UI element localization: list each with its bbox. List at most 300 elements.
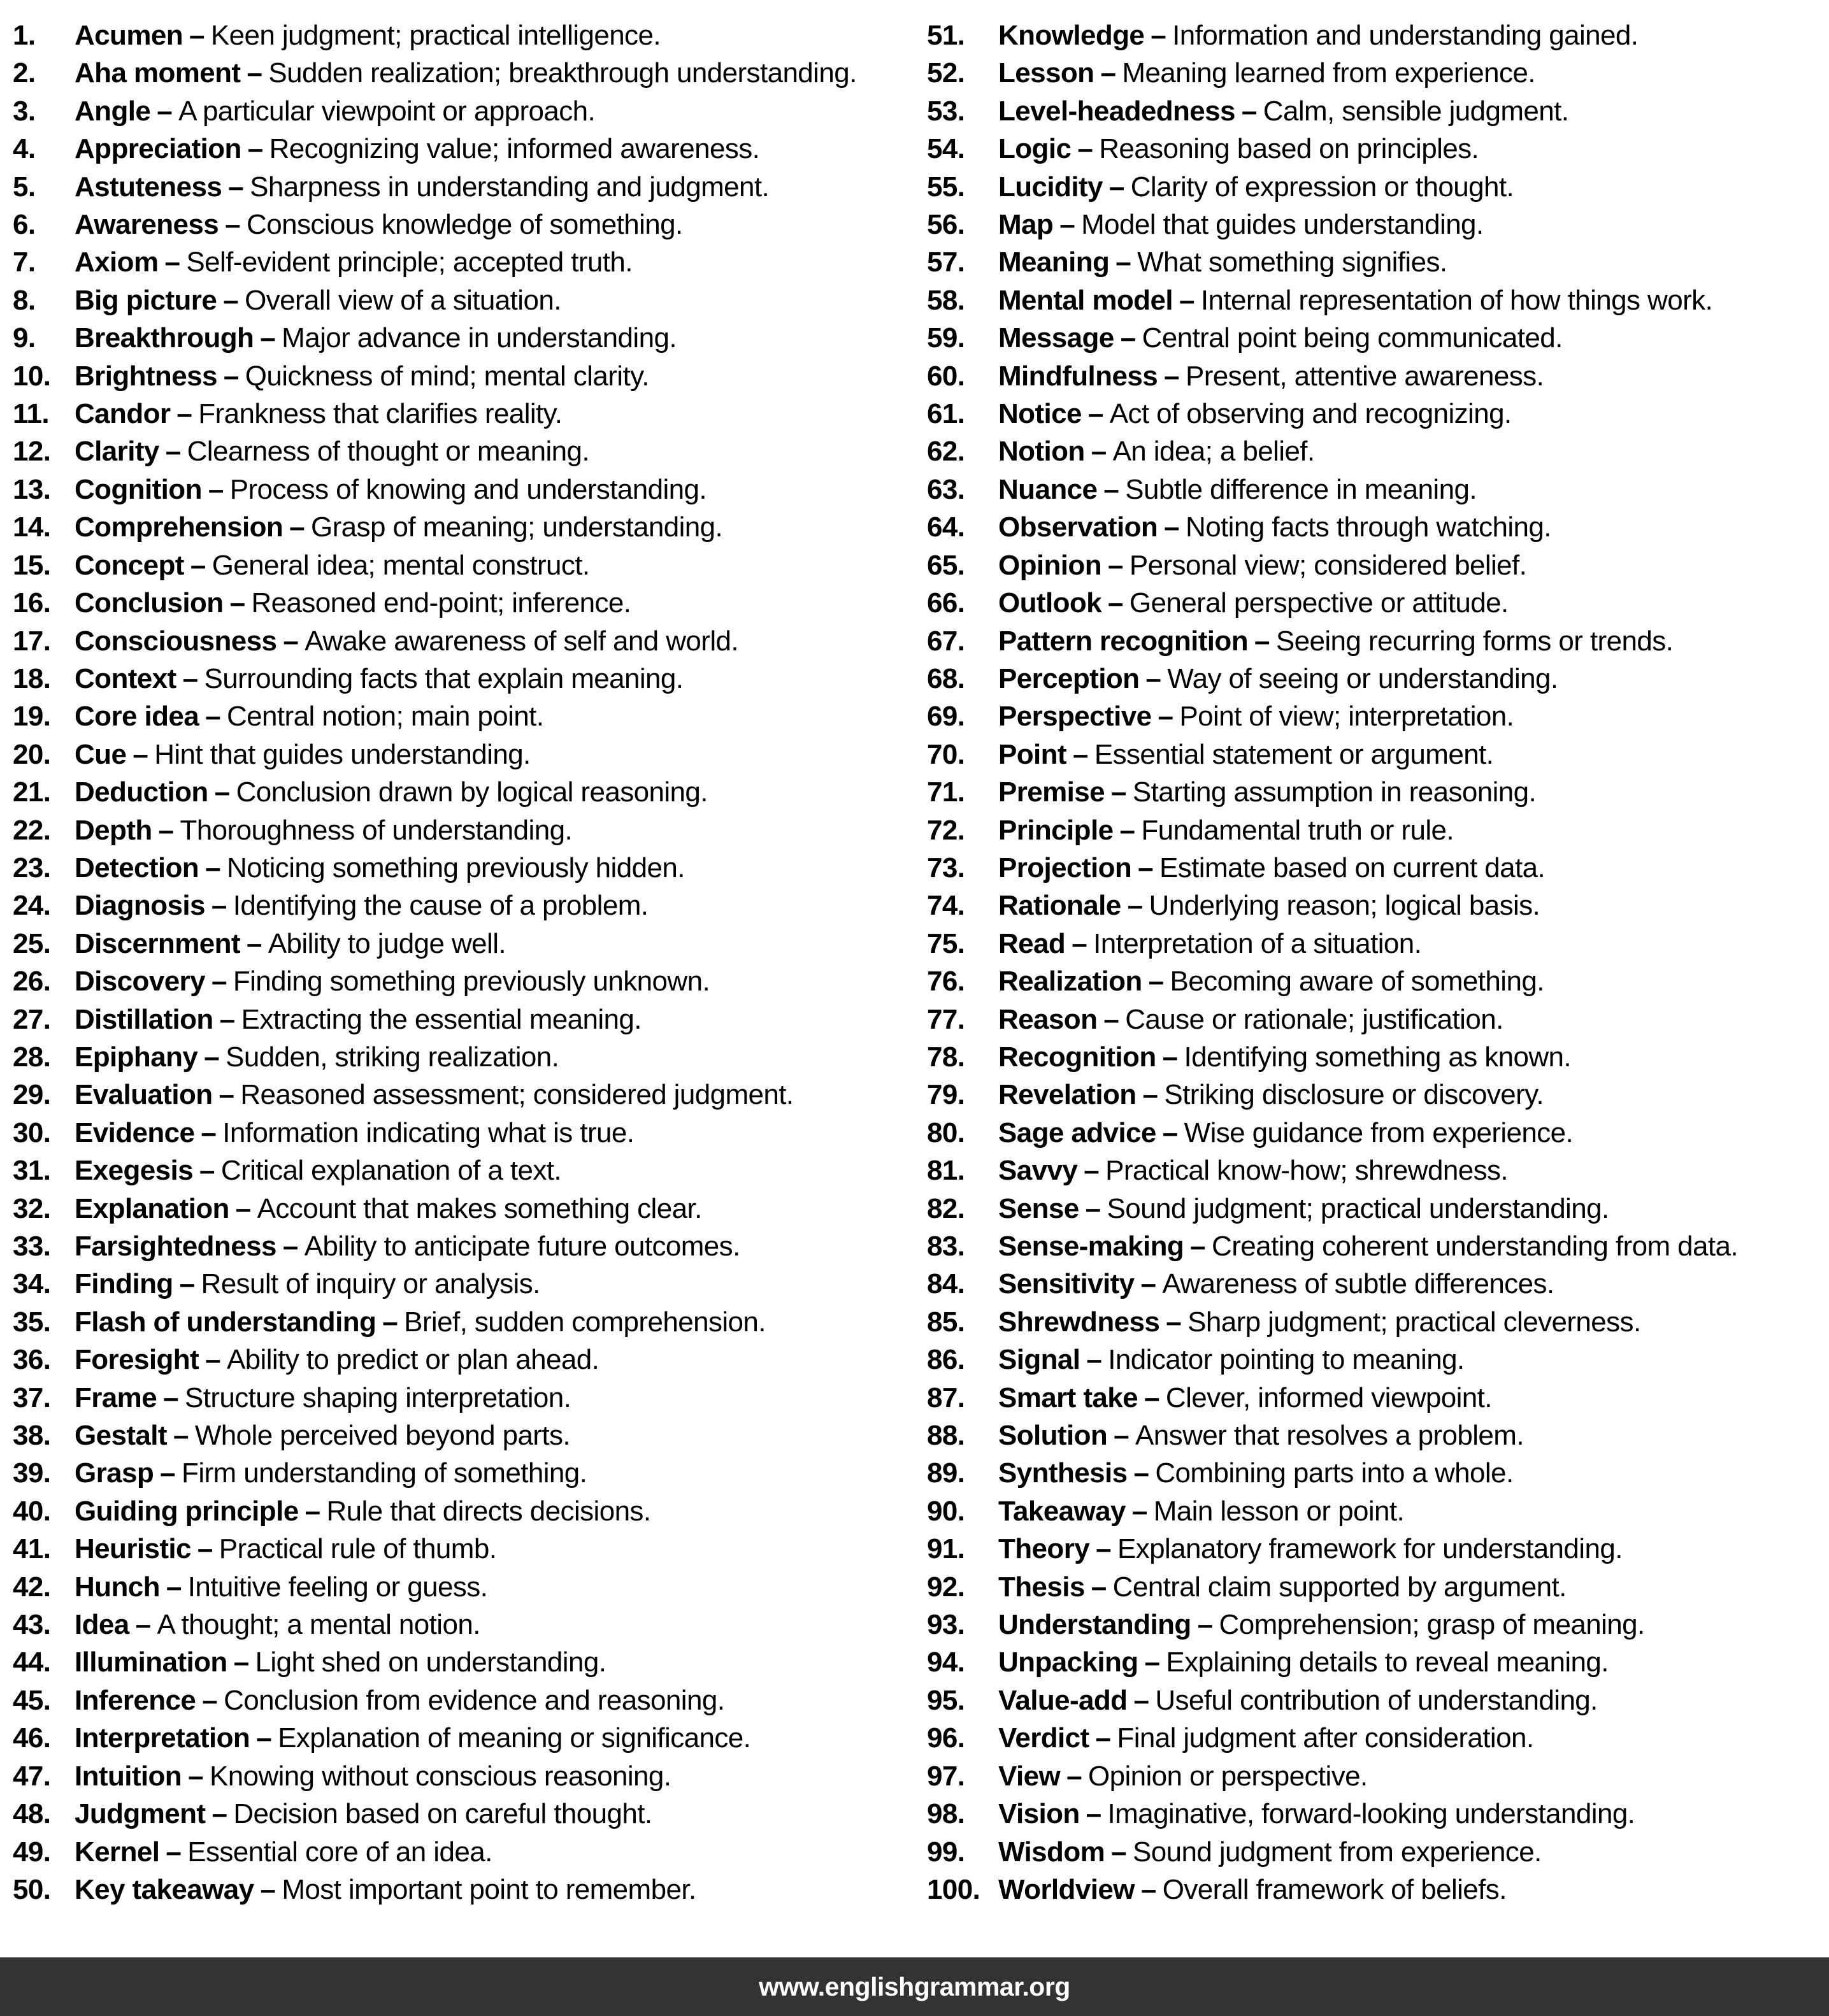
item-definition: Ability to anticipate future outcomes. (304, 1231, 740, 1262)
item-dash: – (204, 1041, 220, 1073)
item-dash: – (205, 1344, 220, 1376)
item-dash: – (1103, 1003, 1119, 1035)
item-definition: Explanation of meaning or significance. (278, 1722, 751, 1754)
item-number: 2. (13, 57, 36, 89)
item-term: Rationale (998, 890, 1121, 922)
item-definition: Conclusion from evidence and reasoning. (224, 1684, 725, 1716)
list-item (927, 1379, 1828, 1417)
list-item (13, 1719, 914, 1757)
item-term: Core idea (75, 701, 199, 733)
item-term: Knowledge (998, 20, 1145, 51)
list-item (927, 811, 1828, 849)
item-definition: Intuitive feeling or guess. (187, 1571, 488, 1603)
item-term: Mental model (998, 284, 1173, 316)
item-term: Appreciation (75, 133, 241, 165)
item-number: 42. (13, 1571, 51, 1603)
item-term: Verdict (998, 1722, 1089, 1754)
item-dash: – (1120, 322, 1136, 354)
list-item (927, 471, 1828, 508)
item-text (75, 17, 661, 54)
item-text (75, 1795, 652, 1833)
item-term: Principle (998, 814, 1114, 846)
item-definition: Quickness of mind; mental clarity. (245, 360, 649, 392)
item-definition: Most important point to remember. (282, 1873, 696, 1905)
item-term: Opinion (998, 549, 1101, 581)
item-number: 21. (13, 776, 51, 808)
item-text (75, 887, 648, 924)
list-item (927, 1871, 1828, 1908)
item-definition: Noticing something previously hidden. (226, 852, 685, 883)
item-text (75, 54, 857, 92)
item-dash: – (189, 20, 204, 51)
list-item (13, 697, 914, 735)
item-dash: – (1140, 1873, 1156, 1905)
item-term: Candor (75, 398, 171, 430)
item-number: 76. (927, 966, 965, 997)
list-item (927, 622, 1828, 660)
list-item (13, 168, 914, 206)
item-dash: – (289, 511, 305, 543)
list-item (13, 433, 914, 470)
item-term: Context (75, 662, 176, 694)
item-dash: – (182, 662, 198, 694)
item-term: Nuance (998, 473, 1098, 505)
item-definition: Identifying something as known. (1184, 1041, 1572, 1073)
item-term: Hunch (75, 1571, 160, 1603)
item-number: 99. (927, 1836, 965, 1868)
item-text (75, 1606, 480, 1643)
list-item (13, 1643, 914, 1681)
item-text (998, 1795, 1635, 1833)
item-definition: Whole perceived beyond parts. (194, 1420, 571, 1452)
item-dash: – (1115, 247, 1131, 278)
item-definition: Result of inquiry or analysis. (201, 1268, 540, 1300)
item-definition: Central point being communicated. (1142, 322, 1563, 354)
item-number: 58. (927, 284, 965, 316)
item-term: Signal (998, 1344, 1080, 1376)
list-item (13, 206, 914, 243)
item-definition: Essential statement or argument. (1094, 738, 1494, 770)
item-number: 81. (927, 1155, 965, 1187)
item-number: 7. (13, 247, 36, 278)
item-number: 52. (927, 57, 965, 89)
item-dash: – (211, 966, 227, 997)
item-term: Projection (998, 852, 1132, 883)
item-number: 6. (13, 209, 36, 241)
item-dash: – (223, 360, 239, 392)
item-dash: – (1119, 814, 1135, 846)
item-definition: Rule that directs decisions. (326, 1495, 651, 1527)
item-dash: – (1111, 776, 1126, 808)
list-item (13, 1682, 914, 1719)
list-item (927, 319, 1828, 357)
list-item (13, 1341, 914, 1378)
item-term: Flash of understanding (75, 1306, 377, 1338)
item-dash: – (1254, 625, 1270, 657)
list-item (927, 206, 1828, 243)
item-definition: General perspective or attitude. (1129, 587, 1509, 619)
item-term: Sense-making (998, 1231, 1184, 1262)
item-text (998, 471, 1477, 508)
item-definition: Conclusion drawn by logical reasoning. (236, 776, 708, 808)
item-term: Value-add (998, 1684, 1128, 1716)
item-number: 41. (13, 1533, 51, 1565)
item-term: Evidence (75, 1117, 195, 1148)
item-text (75, 1757, 671, 1795)
item-number: 71. (927, 776, 965, 808)
item-dash: – (205, 852, 220, 883)
item-term: Axiom (75, 247, 159, 278)
list-item (13, 1530, 914, 1568)
item-dash: – (179, 1268, 195, 1300)
item-number: 12. (13, 436, 51, 468)
item-number: 59. (927, 322, 965, 354)
item-definition: Fundamental truth or rule. (1141, 814, 1454, 846)
item-dash: – (1197, 1609, 1213, 1641)
list-item (927, 395, 1828, 433)
item-definition: Personal view; considered belief. (1129, 549, 1527, 581)
item-dash: – (1108, 587, 1123, 619)
item-dash: – (133, 738, 148, 770)
list-item (13, 1379, 914, 1417)
item-text (75, 130, 759, 168)
list-item (13, 1492, 914, 1530)
list-item (927, 54, 1828, 92)
list-item (13, 1417, 914, 1454)
item-number: 28. (13, 1041, 51, 1073)
item-text (998, 1001, 1503, 1038)
item-definition: Critical explanation of a text. (220, 1155, 562, 1187)
item-term: Message (998, 322, 1114, 354)
item-number: 79. (927, 1079, 965, 1111)
item-number: 27. (13, 1003, 51, 1035)
item-definition: Reasoned assessment; considered judgment. (240, 1079, 794, 1111)
item-definition: Meaning learned from experience. (1122, 57, 1535, 89)
item-dash: – (205, 701, 220, 733)
item-number: 31. (13, 1155, 51, 1187)
item-definition: Wise guidance from experience. (1184, 1117, 1574, 1148)
item-dash: – (1133, 1457, 1149, 1489)
item-text (998, 130, 1479, 168)
item-definition: Creating coherent understanding from data. (1212, 1231, 1739, 1262)
item-dash: – (260, 322, 276, 354)
item-number: 82. (927, 1192, 965, 1224)
item-definition: Clever, informed viewpoint. (1165, 1382, 1492, 1413)
list-item (927, 584, 1828, 622)
item-number: 51. (927, 20, 965, 51)
item-definition: Indicator pointing to meaning. (1108, 1344, 1465, 1376)
item-definition: Cause or rationale; justification. (1125, 1003, 1503, 1035)
item-number: 95. (927, 1684, 965, 1716)
item-text (998, 92, 1568, 130)
item-definition: Awareness of subtle differences. (1162, 1268, 1554, 1300)
item-definition: A thought; a mental notion. (157, 1609, 480, 1641)
item-number: 67. (927, 625, 965, 657)
list-columns (0, 17, 1829, 1908)
list-item (927, 736, 1828, 773)
list-item (13, 849, 914, 887)
item-definition: A particular viewpoint or approach. (178, 95, 596, 127)
list-item (13, 547, 914, 584)
item-number: 93. (927, 1609, 965, 1641)
item-term: Lucidity (998, 171, 1103, 203)
item-dash: – (1164, 360, 1179, 392)
item-text (75, 1303, 766, 1341)
item-dash: – (197, 1533, 213, 1565)
item-definition: Useful contribution of understanding. (1155, 1684, 1598, 1716)
item-text (998, 395, 1512, 433)
item-dash: – (173, 1420, 189, 1452)
item-term: View (998, 1760, 1061, 1792)
item-number: 15. (13, 549, 51, 581)
list-item (13, 1114, 914, 1152)
item-number: 73. (927, 852, 965, 883)
item-definition: Grasp of meaning; understanding. (311, 511, 723, 543)
item-number: 3. (13, 95, 36, 127)
item-text (75, 697, 543, 735)
item-dash: – (256, 1722, 272, 1754)
item-text (998, 282, 1712, 319)
list-item (13, 1190, 914, 1227)
item-term: Point (998, 738, 1066, 770)
item-number: 55. (927, 171, 965, 203)
item-dash: – (202, 1684, 218, 1716)
item-text (75, 1833, 492, 1871)
item-text (75, 736, 531, 773)
item-term: Observation (998, 511, 1158, 543)
item-term: Idea (75, 1609, 129, 1641)
list-item (927, 660, 1828, 697)
item-term: Read (998, 927, 1066, 959)
item-number: 74. (927, 890, 965, 922)
item-text (75, 1114, 634, 1152)
item-term: Mindfulness (998, 360, 1158, 392)
item-definition: Extracting the essential meaning. (241, 1003, 642, 1035)
item-term: Big picture (75, 284, 217, 316)
item-definition: Noting facts through watching. (1186, 511, 1551, 543)
item-text (998, 1265, 1554, 1303)
item-definition: Process of knowing and understanding. (229, 473, 707, 505)
item-text (75, 1530, 496, 1568)
item-number: 69. (927, 701, 965, 733)
item-definition: Main lesson or point. (1153, 1495, 1405, 1527)
item-text (998, 54, 1535, 92)
item-definition: Underlying reason; logical basis. (1149, 890, 1540, 922)
item-definition: Keen judgment; practical intelligence. (210, 20, 661, 51)
item-dash: – (1103, 473, 1119, 505)
item-definition: Starting assumption in reasoning. (1132, 776, 1537, 808)
item-definition: Sound judgment; practical understanding. (1107, 1192, 1609, 1224)
item-definition: Final judgment after consideration. (1117, 1722, 1534, 1754)
item-term: Brightness (75, 360, 217, 392)
item-text (998, 1303, 1641, 1341)
item-text (75, 1227, 740, 1265)
item-number: 65. (927, 549, 965, 581)
list-item (13, 887, 914, 924)
item-definition: Awake awareness of self and world. (305, 625, 739, 657)
item-number: 44. (13, 1647, 51, 1678)
list-item (927, 1643, 1828, 1681)
list-item (13, 54, 914, 92)
item-text (998, 1568, 1567, 1606)
item-number: 39. (13, 1457, 51, 1489)
item-number: 17. (13, 625, 51, 657)
item-definition: Comprehension; grasp of meaning. (1219, 1609, 1645, 1641)
item-text (75, 849, 685, 887)
item-term: Vision (998, 1798, 1080, 1830)
item-number: 11. (13, 398, 49, 430)
item-term: Smart take (998, 1382, 1138, 1413)
list-item (927, 130, 1828, 168)
item-text (998, 1871, 1507, 1908)
item-text (998, 1038, 1571, 1076)
item-text (75, 168, 769, 206)
item-definition: Recognizing value; informed awareness. (269, 133, 760, 165)
item-definition: Overall framework of beliefs. (1162, 1873, 1507, 1905)
item-term: Aha moment (75, 57, 241, 89)
item-dash: – (282, 1231, 298, 1262)
item-term: Grasp (75, 1457, 154, 1489)
item-dash: – (1140, 1268, 1156, 1300)
item-definition: Reasoning based on principles. (1099, 133, 1479, 165)
item-text (998, 962, 1544, 1000)
item-definition: Sudden, striking realization. (226, 1041, 559, 1073)
item-definition: Major advance in understanding. (282, 322, 677, 354)
item-definition: Seeing recurring forms or trends. (1275, 625, 1674, 657)
item-number: 14. (13, 511, 51, 543)
list-item (927, 925, 1828, 962)
item-number: 30. (13, 1117, 51, 1148)
item-text (75, 811, 572, 849)
item-definition: Central claim supported by argument. (1112, 1571, 1567, 1603)
item-text (998, 584, 1509, 622)
item-number: 64. (927, 511, 965, 543)
item-definition: Hint that guides understanding. (154, 738, 531, 770)
item-text (75, 1341, 599, 1378)
item-number: 29. (13, 1079, 51, 1111)
item-definition: Practical know-how; shrewdness. (1105, 1155, 1508, 1187)
list-item (13, 1265, 914, 1303)
item-term: Sage advice (998, 1117, 1156, 1148)
item-number: 49. (13, 1836, 51, 1868)
item-term: Awareness (75, 209, 219, 241)
item-text (998, 660, 1558, 697)
item-dash: – (1107, 549, 1123, 581)
item-definition: Decision based on careful thought. (233, 1798, 652, 1830)
item-number: 89. (927, 1457, 965, 1489)
item-definition: Act of observing and recognizing. (1109, 398, 1512, 430)
item-term: Interpretation (75, 1722, 250, 1754)
list-item (13, 1303, 914, 1341)
item-term: Heuristic (75, 1533, 191, 1565)
item-definition: Internal representation of how things work. (1200, 284, 1713, 316)
item-text (998, 811, 1454, 849)
item-dash: – (1166, 1306, 1182, 1338)
item-dash: – (1091, 436, 1107, 468)
item-term: Exegesis (75, 1155, 194, 1187)
item-definition: Frankness that clarifies reality. (198, 398, 563, 430)
item-term: Thesis (998, 1571, 1085, 1603)
item-dash: – (208, 473, 224, 505)
item-text (75, 1492, 650, 1530)
item-definition: Information and understanding gained. (1172, 20, 1639, 51)
item-number: 35. (13, 1306, 51, 1338)
item-term: Discovery (75, 966, 205, 997)
item-definition: General idea; mental construct. (212, 549, 590, 581)
item-term: Level-headedness (998, 95, 1235, 127)
item-number: 72. (927, 814, 965, 846)
item-text (998, 1190, 1609, 1227)
item-term: Clarity (75, 436, 159, 468)
item-text (998, 849, 1545, 887)
item-text (75, 243, 633, 281)
item-text (998, 1152, 1508, 1189)
item-number: 53. (927, 95, 965, 127)
item-dash: – (233, 1647, 249, 1678)
item-term: Unpacking (998, 1647, 1138, 1678)
item-text (998, 1492, 1404, 1530)
item-number: 54. (927, 133, 965, 165)
list-item (13, 1606, 914, 1643)
item-number: 78. (927, 1041, 965, 1073)
item-dash: – (1072, 927, 1087, 959)
list-item (927, 1795, 1828, 1833)
footer-bar (0, 1957, 1829, 2016)
list-item (927, 1038, 1828, 1076)
item-dash: – (1077, 133, 1093, 165)
item-definition: Firm understanding of something. (182, 1457, 587, 1489)
item-number: 50. (13, 1873, 51, 1905)
item-dash: – (157, 95, 173, 127)
item-number: 70. (927, 738, 965, 770)
item-dash: – (160, 1457, 176, 1489)
item-text (998, 433, 1315, 470)
item-term: Consciousness (75, 625, 277, 657)
item-definition: Account that makes something clear. (257, 1192, 702, 1224)
item-dash: – (1144, 1382, 1159, 1413)
item-definition: Estimate based on current data. (1159, 852, 1546, 883)
item-text (998, 547, 1526, 584)
list-item (13, 395, 914, 433)
item-number: 75. (927, 927, 965, 959)
list-item (13, 243, 914, 281)
item-term: Wisdom (998, 1836, 1105, 1868)
item-definition: Imaginative, forward-looking understanding. (1107, 1798, 1635, 1830)
item-number: 96. (927, 1722, 965, 1754)
item-term: Discernment (75, 927, 240, 959)
item-number: 97. (927, 1760, 965, 1792)
item-term: Concept (75, 549, 184, 581)
item-term: Lesson (998, 57, 1094, 89)
list-item (13, 925, 914, 962)
item-number: 23. (13, 852, 51, 883)
list-item (13, 92, 914, 130)
item-term: Synthesis (998, 1457, 1128, 1489)
list-item (13, 660, 914, 697)
item-dash: – (228, 171, 244, 203)
item-definition: What something signifies. (1137, 247, 1447, 278)
item-definition: Clarity of expression or thought. (1130, 171, 1514, 203)
item-term: Reason (998, 1003, 1098, 1035)
item-term: Kernel (75, 1836, 160, 1868)
item-dash: – (219, 1003, 235, 1035)
item-definition: Reasoned end-point; inference. (251, 587, 631, 619)
list-item (13, 1568, 914, 1606)
item-text (75, 1076, 794, 1113)
item-dash: – (260, 1873, 276, 1905)
item-term: Angle (75, 95, 151, 127)
item-text (75, 1454, 587, 1492)
